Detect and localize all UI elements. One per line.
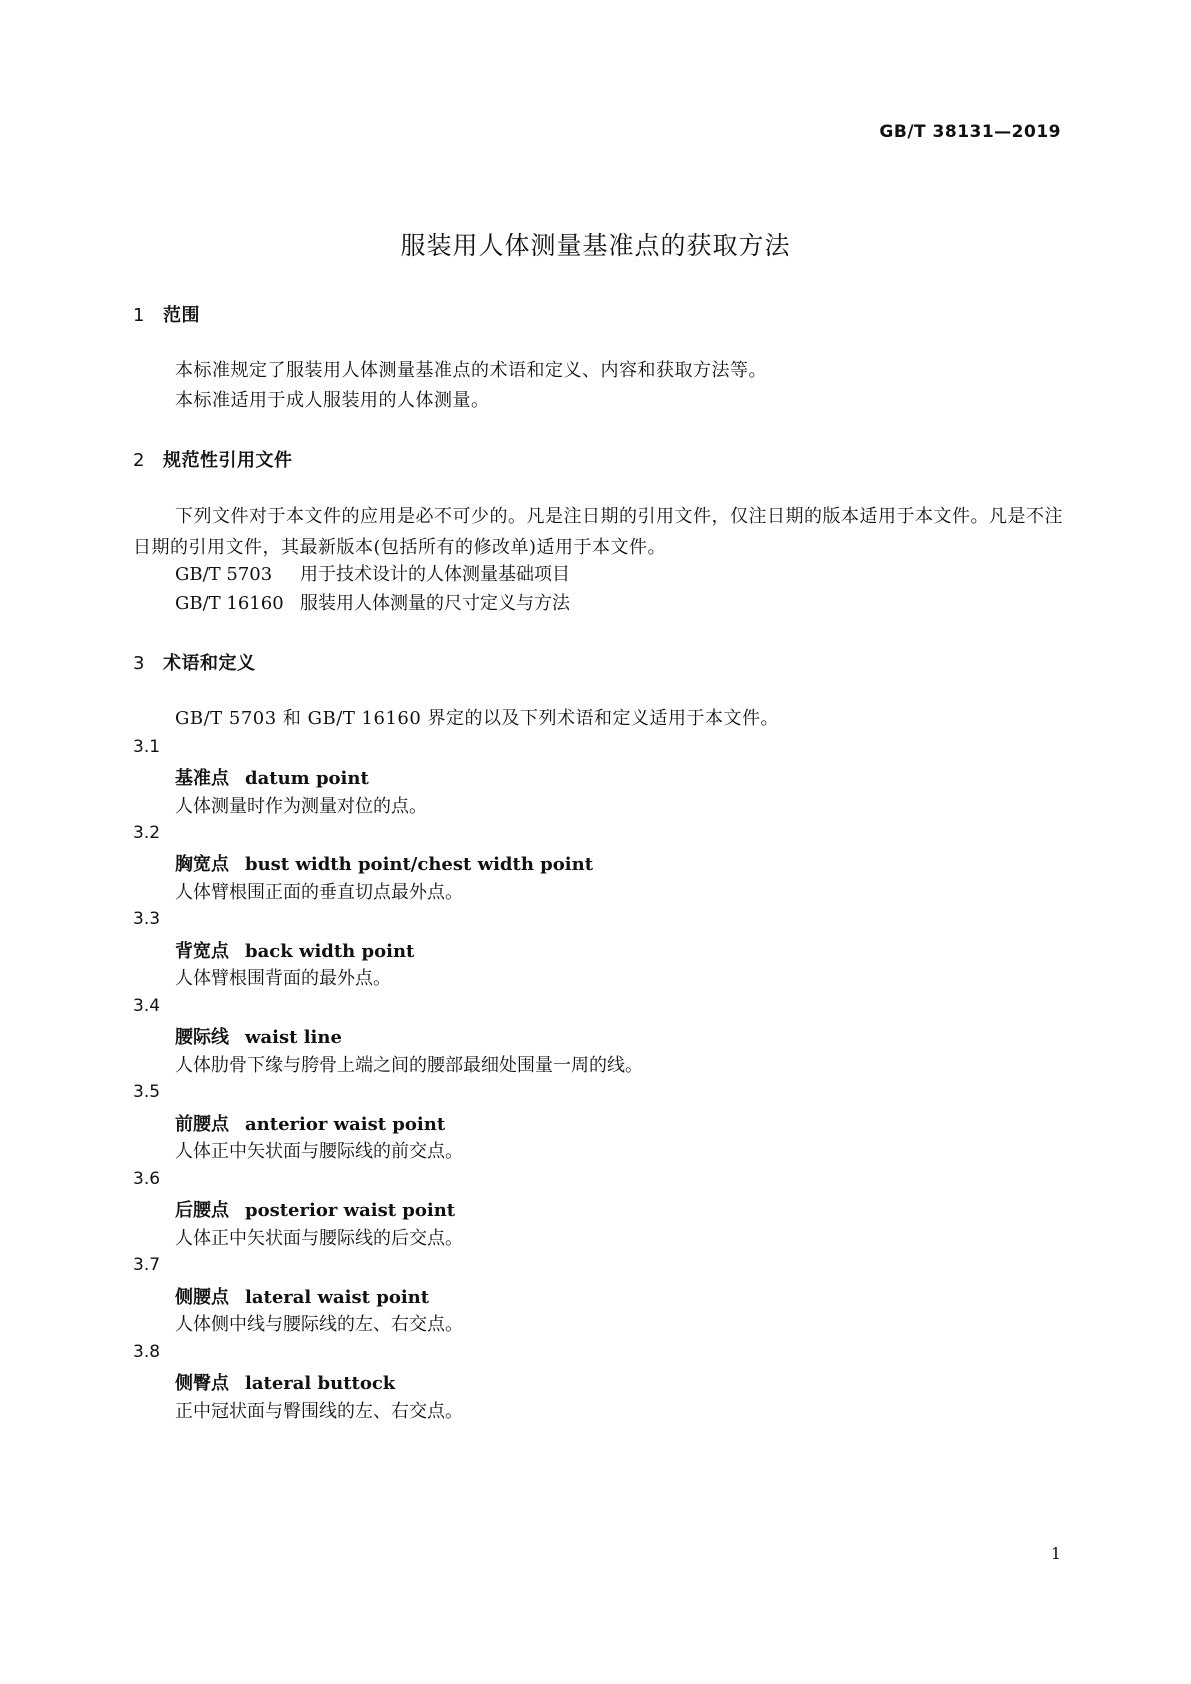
term-definition: 人体测量时作为测量对位的点。	[175, 796, 427, 817]
term-chinese: 前腰点	[175, 1114, 229, 1135]
term-definition: 人体臂根围背面的最外点。	[175, 968, 391, 989]
reference-item	[175, 559, 570, 590]
term-heading	[175, 850, 593, 876]
section-heading-scope	[133, 301, 200, 327]
term-chinese: 后腰点	[175, 1200, 229, 1221]
term-number: 3.4	[133, 996, 161, 1016]
reference-code: GB/T 16160	[175, 593, 284, 614]
term-english: lateral buttock	[245, 1373, 396, 1394]
normative-refs-intro: 下列文件对于本文件的应用是必不可少的。凡是注日期的引用文件，仅注日期的版本适用于本文件。凡是不注日期的引用文件，其最新版本(包括所有的修改单)适用于本文件。	[133, 506, 1063, 558]
term-chinese: 侧臀点	[175, 1373, 229, 1394]
term-heading	[175, 937, 414, 963]
term-definition: 人体正中矢状面与腰际线的前交点。	[175, 1141, 463, 1162]
term-definition: 正中冠状面与臀围线的左、右交点。	[175, 1401, 463, 1422]
term-definition: 人体正中矢状面与腰际线的后交点。	[175, 1228, 463, 1249]
reference-code: GB/T 5703	[175, 564, 273, 585]
section-heading-normative-refs	[133, 446, 293, 472]
term-chinese: 基准点	[175, 768, 229, 789]
scope-paragraph-2: 本标准适用于成人服装用的人体测量。	[175, 390, 490, 411]
term-heading	[175, 1196, 455, 1222]
term-english: datum point	[245, 768, 369, 789]
term-heading	[175, 1110, 445, 1136]
term-english: back width point	[245, 941, 415, 962]
terms-intro: GB/T 5703 和 GB/T 16160 界定的以及下列术语和定义适用于本文件。	[175, 708, 780, 729]
reference-item	[175, 588, 570, 619]
reference-title: 用于技术设计的人体测量基础项目	[300, 564, 570, 585]
reference-title: 服装用人体测量的尺寸定义与方法	[300, 593, 570, 614]
term-english: posterior waist point	[245, 1200, 456, 1221]
term-english: bust width point/chest width point	[245, 854, 594, 875]
term-chinese: 背宽点	[175, 941, 229, 962]
term-number: 3.8	[133, 1342, 161, 1362]
section-title: 规范性引用文件	[163, 450, 293, 471]
term-number: 3.1	[133, 737, 161, 757]
term-chinese: 腰际线	[175, 1027, 229, 1048]
term-number: 3.2	[133, 823, 161, 843]
term-heading	[175, 1023, 342, 1049]
page-number: 1	[1050, 1544, 1061, 1563]
section-number: 1	[133, 305, 145, 326]
section-title: 术语和定义	[163, 653, 256, 674]
term-definition: 人体肋骨下缘与胯骨上端之间的腰部最细处围量一周的线。	[175, 1055, 643, 1076]
section-number: 2	[133, 450, 145, 471]
term-definition: 人体臂根围正面的垂直切点最外点。	[175, 882, 463, 903]
term-english: waist line	[245, 1027, 342, 1048]
term-number: 3.3	[133, 909, 161, 929]
section-heading-terms	[133, 649, 256, 675]
term-heading	[175, 1283, 429, 1309]
term-definition: 人体侧中线与腰际线的左、右交点。	[175, 1314, 463, 1335]
term-number: 3.5	[133, 1082, 161, 1102]
term-english: lateral waist point	[245, 1287, 430, 1308]
term-heading	[175, 1369, 395, 1395]
section-title: 范围	[163, 305, 200, 326]
term-chinese: 胸宽点	[175, 854, 229, 875]
term-number: 3.6	[133, 1169, 161, 1189]
standard-code: GB/T 38131—2019	[879, 122, 1061, 142]
scope-paragraph-1: 本标准规定了服装用人体测量基准点的术语和定义、内容和获取方法等。	[175, 360, 767, 381]
page-title: 服装用人体测量基准点的获取方法	[400, 231, 791, 260]
term-chinese: 侧腰点	[175, 1287, 229, 1308]
section-number: 3	[133, 653, 145, 674]
term-heading	[175, 764, 369, 790]
term-english: anterior waist point	[245, 1114, 446, 1135]
term-number: 3.7	[133, 1255, 161, 1275]
